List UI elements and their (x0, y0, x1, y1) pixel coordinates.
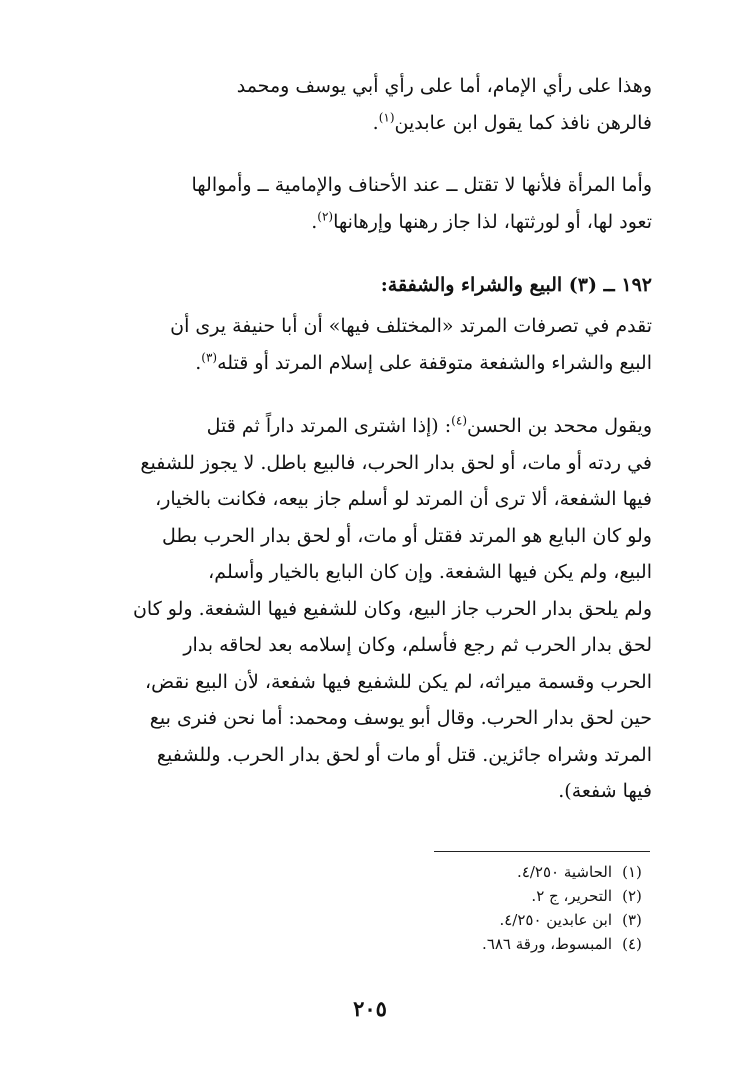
paragraph-4 (70, 408, 652, 810)
footnote-number: (٤) (622, 935, 642, 953)
footnote-number: (٢) (622, 887, 642, 905)
paragraph-3-end: . (195, 351, 202, 374)
paragraph-1-line-2 (70, 105, 652, 142)
paragraph-2-end: . (311, 210, 318, 233)
paragraph-4-line-1 (70, 408, 652, 445)
paragraph-4-line-11: فيها شفعة). (558, 780, 652, 802)
footnote-number: (١) (622, 863, 642, 881)
paragraph-4-line-10: المرتد وشراه جائزين. قتل أو مات أو لحق بدار الحرب. وللشفيع (156, 743, 652, 766)
paragraph-4-line-5: البيع، ولم يكن فيها الشفعة. وإن كان البايع بالخيار وأسلم، (208, 561, 652, 583)
paragraph-4-line-9: حين لحق بدار الحرب. وقال أبو يوسف ومحمد: أما نحن فنرى بيع (149, 707, 652, 729)
footnote-text: المبسوط، ورقة ٦٨٦. (482, 935, 612, 953)
paragraph-3 (70, 308, 652, 381)
paragraph-4-line-4: ولو كان البايع هو المرتد فقتل أو مات، أو لحق بدار الحرب بطل (162, 524, 652, 547)
paragraph-3-line-1: تقدم في تصرفات المرتد «المختلف فيها» أن أبا حنيفة يرى أن (170, 315, 652, 337)
paragraph-2-line-1: وأما المرأة فلأنها لا تقتل ــ عند الأحناف والإمامية ــ وأموالها (191, 174, 652, 196)
paragraph-2-line-2-text: تعود لها، أو لورثتها، لذا جاز رهنها وإرهانها (333, 210, 652, 233)
footnote-mark-1: (١) (378, 110, 395, 125)
footnote-item (300, 860, 652, 884)
paragraph-4-line-2: في ردته أو مات، أو لحق بدار الحرب، فالبيع باطل. لا يجوز للشفيع (140, 451, 652, 474)
footnote-divider (434, 851, 650, 852)
footnote-number: (٣) (622, 911, 642, 929)
paragraph-4-line-3: فيها الشفعة، ألا ترى أن المرتد لو أسلم جاز بيعه، فكانت بالخيار، (155, 488, 652, 510)
paragraph-3-line-2 (70, 345, 652, 382)
footnote-text: الحاشية ٤/٢٥٠. (517, 863, 612, 881)
footnote-item (300, 932, 652, 956)
paragraph-4-line-6: ولم يلحق بدار الحرب جاز البيع، وكان للشفيع فيها الشفعة. ولو كان (132, 597, 652, 620)
footnote-text: التحرير، ج ٢. (531, 887, 612, 905)
paragraph-1-end: . (372, 111, 379, 134)
paragraph-2 (70, 167, 652, 240)
paragraph-4-line-1-start: ويقول مححد بن الحسن (467, 415, 652, 437)
section-heading-text: ١٩٢ ــ (٣) البيع والشراء والشفقة: (380, 274, 652, 296)
section-heading (70, 267, 652, 304)
page-number: ٢٠٥ (353, 996, 387, 1021)
paragraph-1-line-1: وهذا على رأي الإمام، أما على رأي أبي يوسف ومحمد (236, 75, 652, 97)
footnote-item (300, 884, 652, 908)
paragraph-3-line-2-text: البيع والشراء والشفعة متوقفة على إسلام المرتد أو قتله (217, 351, 652, 374)
paragraph-4-line-8: الحرب وقسمة ميراثه، لم يكن للشفيع فيها شفعة، لأن البيع نقض، (144, 670, 652, 693)
paragraph-4-line-1-end: : (إذا اشترى المرتد داراً ثم قتل (206, 415, 452, 437)
footnotes (300, 860, 652, 956)
footnote-mark-3: (٣) (201, 350, 218, 365)
paragraph-2-line-2 (70, 204, 652, 241)
paragraph-1-line-2-text: فالرهن نافذ كما يقول ابن عابدين (394, 111, 652, 134)
footnote-mark-2: (٢) (317, 209, 334, 224)
footnote-item (300, 908, 652, 932)
footnote-mark-4: (٤) (451, 413, 467, 428)
footnote-text: ابن عابدين ٤/٢٥٠. (499, 911, 612, 929)
paragraph-4-line-7: لحق بدار الحرب ثم رجع فأسلم، وكان إسلامه بعد لحاقه بدار (183, 634, 652, 656)
paragraph-1 (70, 68, 652, 141)
